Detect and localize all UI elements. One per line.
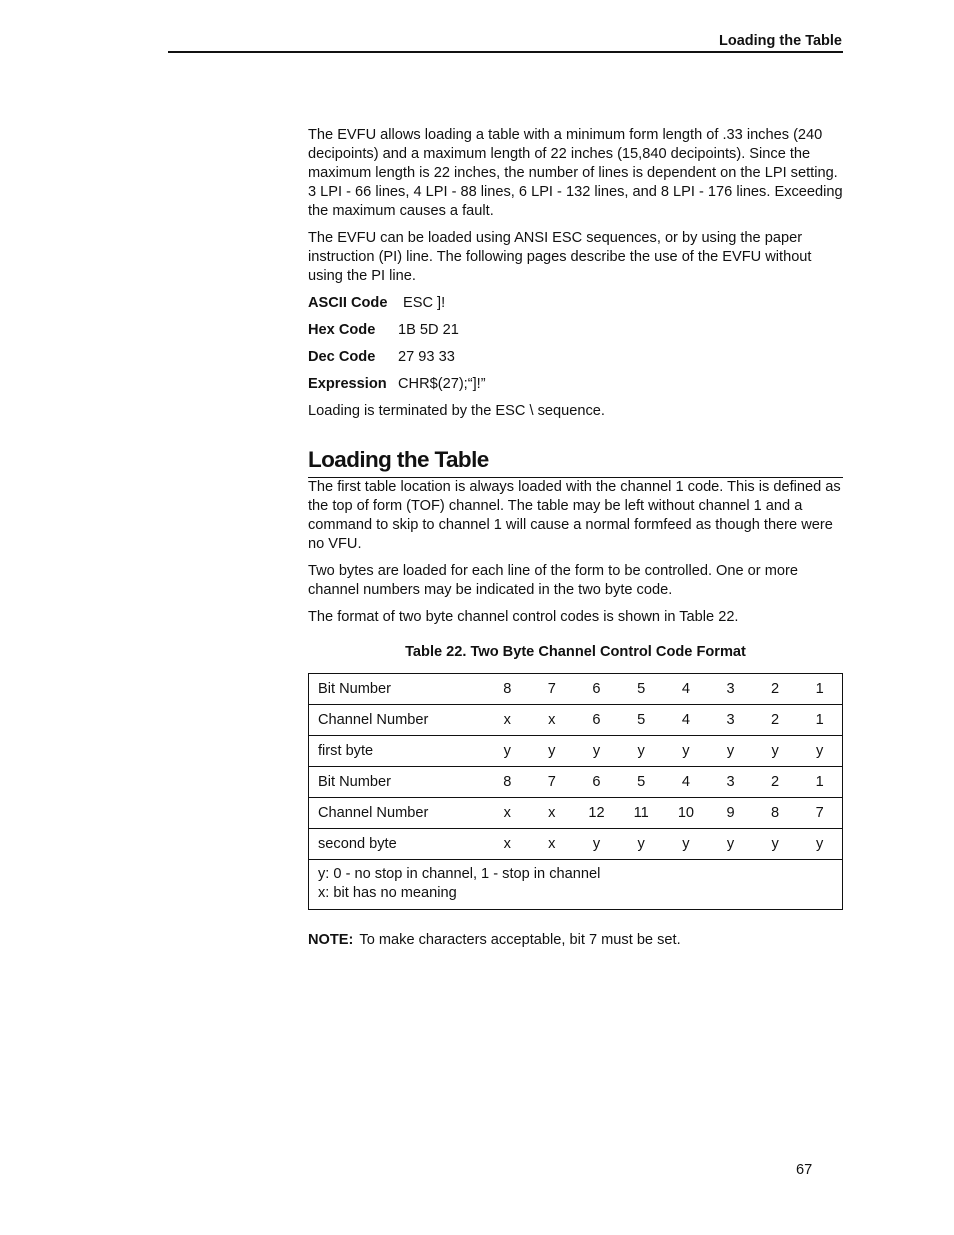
table-cell: x: [530, 705, 575, 736]
code-ascii: [308, 294, 843, 313]
table-cell: y: [574, 736, 619, 767]
code-key: ASCII Code: [308, 295, 388, 311]
table-row: [309, 736, 843, 767]
code-dec: [308, 348, 843, 367]
code-value: 1B 5D 21: [398, 322, 459, 338]
table-row: [309, 705, 843, 736]
table-row-label: Bit Number: [309, 674, 486, 705]
table-caption: Table 22. Two Byte Channel Control Code Format: [405, 644, 746, 660]
channel-code-table: [308, 673, 843, 910]
code-hex: [308, 321, 843, 340]
table-row-label: second byte: [309, 829, 486, 860]
table-cell: 1: [797, 674, 842, 705]
code-key: Hex Code: [308, 322, 376, 338]
table-cell: 7: [530, 674, 575, 705]
table-cell: 6: [574, 705, 619, 736]
table-cell: y: [664, 736, 709, 767]
code-key: Expression: [308, 376, 387, 392]
table-cell: y: [753, 736, 798, 767]
table-cell: 4: [664, 767, 709, 798]
table-cell: x: [530, 829, 575, 860]
code-value: ESC ]!: [403, 295, 446, 311]
table-cell: y: [797, 829, 842, 860]
table-cell: x: [485, 829, 530, 860]
table-cell: 2: [753, 705, 798, 736]
table-cell: 4: [664, 705, 709, 736]
legend-line-y: y: 0 - no stop in channel, 1 - stop in channel: [318, 866, 601, 882]
table-cell: 5: [619, 674, 664, 705]
table-legend-row: [309, 860, 843, 910]
table-legend: [309, 860, 843, 910]
table-cell: 8: [485, 767, 530, 798]
section-paragraph-3: The format of two byte channel control codes is shown in Table 22.: [308, 609, 739, 625]
table-cell: y: [664, 829, 709, 860]
table-cell: 6: [574, 674, 619, 705]
table-row: [309, 767, 843, 798]
table-cell: 7: [530, 767, 575, 798]
table-cell: y: [485, 736, 530, 767]
note-label: NOTE:: [308, 932, 354, 948]
note-text: To make characters acceptable, bit 7 must be set.: [359, 932, 681, 948]
table-cell: 3: [708, 674, 753, 705]
table-cell: 11: [619, 798, 664, 829]
table-cell: y: [797, 736, 842, 767]
table-cell: x: [485, 705, 530, 736]
code-expression: [308, 375, 843, 394]
section-paragraph-2: Two bytes are loaded for each line of the form to be controlled. One or more channel numbers may be indicated in the two byte code.: [308, 563, 798, 598]
table-cell: 12: [574, 798, 619, 829]
table-cell: 3: [708, 767, 753, 798]
table-cell: 7: [797, 798, 842, 829]
table-row: [309, 798, 843, 829]
section-paragraph-1: The first table location is always loaded with the channel 1 code. This is defined as the top of form (TOF) channel. The table may be left without channel 1 and a command to skip to channel 1 will cause a normal formfeed as though there were no VFU.: [308, 479, 841, 552]
note: [308, 931, 843, 950]
table-cell: 2: [753, 674, 798, 705]
table-cell: 8: [753, 798, 798, 829]
table-row-label: Bit Number: [309, 767, 486, 798]
table-cell: y: [708, 736, 753, 767]
table-cell: x: [530, 798, 575, 829]
table-cell: y: [530, 736, 575, 767]
table-cell: x: [485, 798, 530, 829]
table-cell: 3: [708, 705, 753, 736]
code-value: CHR$(27);“]!”: [398, 376, 486, 392]
table-cell: y: [619, 736, 664, 767]
table-cell: y: [619, 829, 664, 860]
table-cell: y: [708, 829, 753, 860]
table-row-label: first byte: [309, 736, 486, 767]
table-cell: 1: [797, 705, 842, 736]
table-cell: 6: [574, 767, 619, 798]
page-content: [308, 126, 843, 950]
code-value: 27 93 33: [398, 349, 455, 365]
table-cell: y: [753, 829, 798, 860]
table-row: [309, 674, 843, 705]
table-row: [309, 829, 843, 860]
code-key: Dec Code: [308, 349, 376, 365]
table-cell: 8: [485, 674, 530, 705]
intro-paragraph-2: The EVFU can be loaded using ANSI ESC sequences, or by using the paper instruction (PI) line. The following pages describe the use of the EVFU without using the PI line.: [308, 230, 812, 284]
legend-line-x: x: bit has no meaning: [318, 885, 457, 901]
terminated-note: Loading is terminated by the ESC \ sequence.: [308, 403, 605, 419]
intro-paragraph-1: The EVFU allows loading a table with a minimum form length of .33 inches (240 decipoints) and a maximum length of 22 inches (15,840 decipoints). Since the maximum length is 22 inches, the number of lines is dependent on the LPI setting. 3 LPI - 66 lines, 4 LPI - 88 lines, 6 LPI - 132 lines, and 8 LPI - 176 lines. Exceeding the maximum causes a fault.: [308, 127, 843, 219]
table-cell: 5: [619, 705, 664, 736]
section-heading: Loading the Table: [308, 447, 843, 478]
table-cell: 9: [708, 798, 753, 829]
table-row-label: Channel Number: [309, 798, 486, 829]
table-row-label: Channel Number: [309, 705, 486, 736]
running-header-title: Loading the Table: [719, 33, 842, 49]
table-cell: 5: [619, 767, 664, 798]
table-body: [309, 674, 843, 910]
table-cell: y: [574, 829, 619, 860]
page-number: 67: [796, 1162, 813, 1178]
table-cell: 2: [753, 767, 798, 798]
table-cell: 4: [664, 674, 709, 705]
table-cell: 1: [797, 767, 842, 798]
table-cell: 10: [664, 798, 709, 829]
header-rule: [168, 51, 843, 53]
